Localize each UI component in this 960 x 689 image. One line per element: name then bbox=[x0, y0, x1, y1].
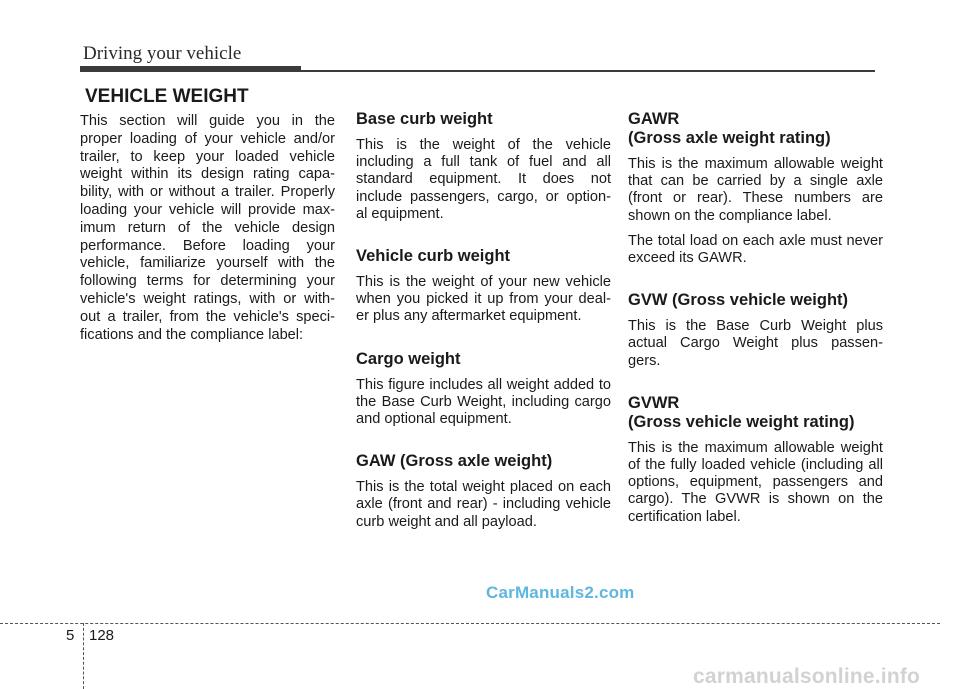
definition-heading-line2: (Gross axle weight rating) bbox=[628, 129, 831, 147]
definition-text: This is the Base Curb Weight plus actual Cargo Weight plus passen- gers. bbox=[628, 318, 883, 369]
definition-text: This is the weight of your new vehicle when you picked it up from your deal- er plus any aftermarket equipment. bbox=[356, 274, 611, 325]
intro-paragraph: This section will guide you in the proper loading of your vehicle and/or trailer, to keep your loaded vehicle weight within its design rating capa- bility, with or without a trailer. Properly loading your vehicle will provide max- imum return of the vehicle design performance. Before loading your vehicle, familiarize yourself with the following terms for determining your vehicle's weight ratings, with or with- out a trailer, from the vehicle's speci- fications and the compliance label: bbox=[80, 113, 335, 343]
column-definitions-1 bbox=[356, 110, 611, 555]
definition-text: This is the total weight placed on each axle (front and rear) - including vehicle curb weight and all payload. bbox=[356, 479, 611, 530]
footer-vertical-rule bbox=[83, 623, 84, 689]
definition-text: This is the weight of the vehicle including a full tank of fuel and all standard equipment. It does not include passengers, cargo, or option- al equipment. bbox=[356, 137, 611, 222]
definition-cargo-weight bbox=[356, 350, 611, 429]
definition-gaw bbox=[356, 452, 611, 531]
definition-heading: Base curb weight bbox=[356, 110, 493, 128]
definition-heading: Vehicle curb weight bbox=[356, 247, 511, 266]
definition-base-curb-weight bbox=[356, 110, 611, 223]
definition-text: The total load on each axle must never exceed its GAWR. bbox=[628, 232, 883, 267]
header-rule bbox=[301, 70, 875, 72]
definition-heading bbox=[628, 110, 883, 148]
section-title: VEHICLE WEIGHT bbox=[85, 86, 249, 107]
definition-heading-line1: GAWR bbox=[628, 110, 680, 128]
definition-heading-line2: (Gross vehicle weight rating) bbox=[628, 412, 855, 431]
definition-gawr bbox=[628, 110, 883, 267]
definition-heading: Cargo weight bbox=[356, 349, 461, 368]
column-definitions-2 bbox=[628, 110, 883, 550]
footer-dotted-rule bbox=[0, 623, 940, 624]
footer-chapter-number: 5 bbox=[66, 627, 75, 644]
watermark-link[interactable]: CarManuals2.com bbox=[486, 583, 635, 602]
definition-gvw bbox=[628, 291, 883, 370]
definition-heading: GAW (Gross axle weight) bbox=[356, 452, 553, 471]
definition-text: This figure includes all weight added to the Base Curb Weight, including cargo and optional equipment. bbox=[356, 376, 611, 428]
definition-text: This is the maximum allowable weight that can be carried by a single axle (front or rear). These numbers are shown on the compliance label. bbox=[628, 156, 883, 224]
footer-site-watermark: carmanualsonline.info bbox=[693, 665, 921, 688]
definition-vehicle-curb-weight bbox=[356, 247, 611, 326]
definition-text: This is the maximum allowable weight of the fully loaded vehicle (including all options, equipment, passengers and cargo). The GVWR is shown on the certification label. bbox=[628, 439, 883, 525]
column-intro bbox=[80, 113, 335, 352]
footer-page-number: 128 bbox=[89, 627, 115, 644]
definition-heading: GVW (Gross vehicle weight) bbox=[628, 291, 849, 310]
definition-gvwr bbox=[628, 394, 883, 526]
definition-heading bbox=[628, 394, 883, 432]
definition-heading-line1: GVWR bbox=[628, 393, 680, 412]
chapter-header-title: Driving your vehicle bbox=[83, 43, 242, 64]
header-bar-thick bbox=[80, 66, 301, 72]
